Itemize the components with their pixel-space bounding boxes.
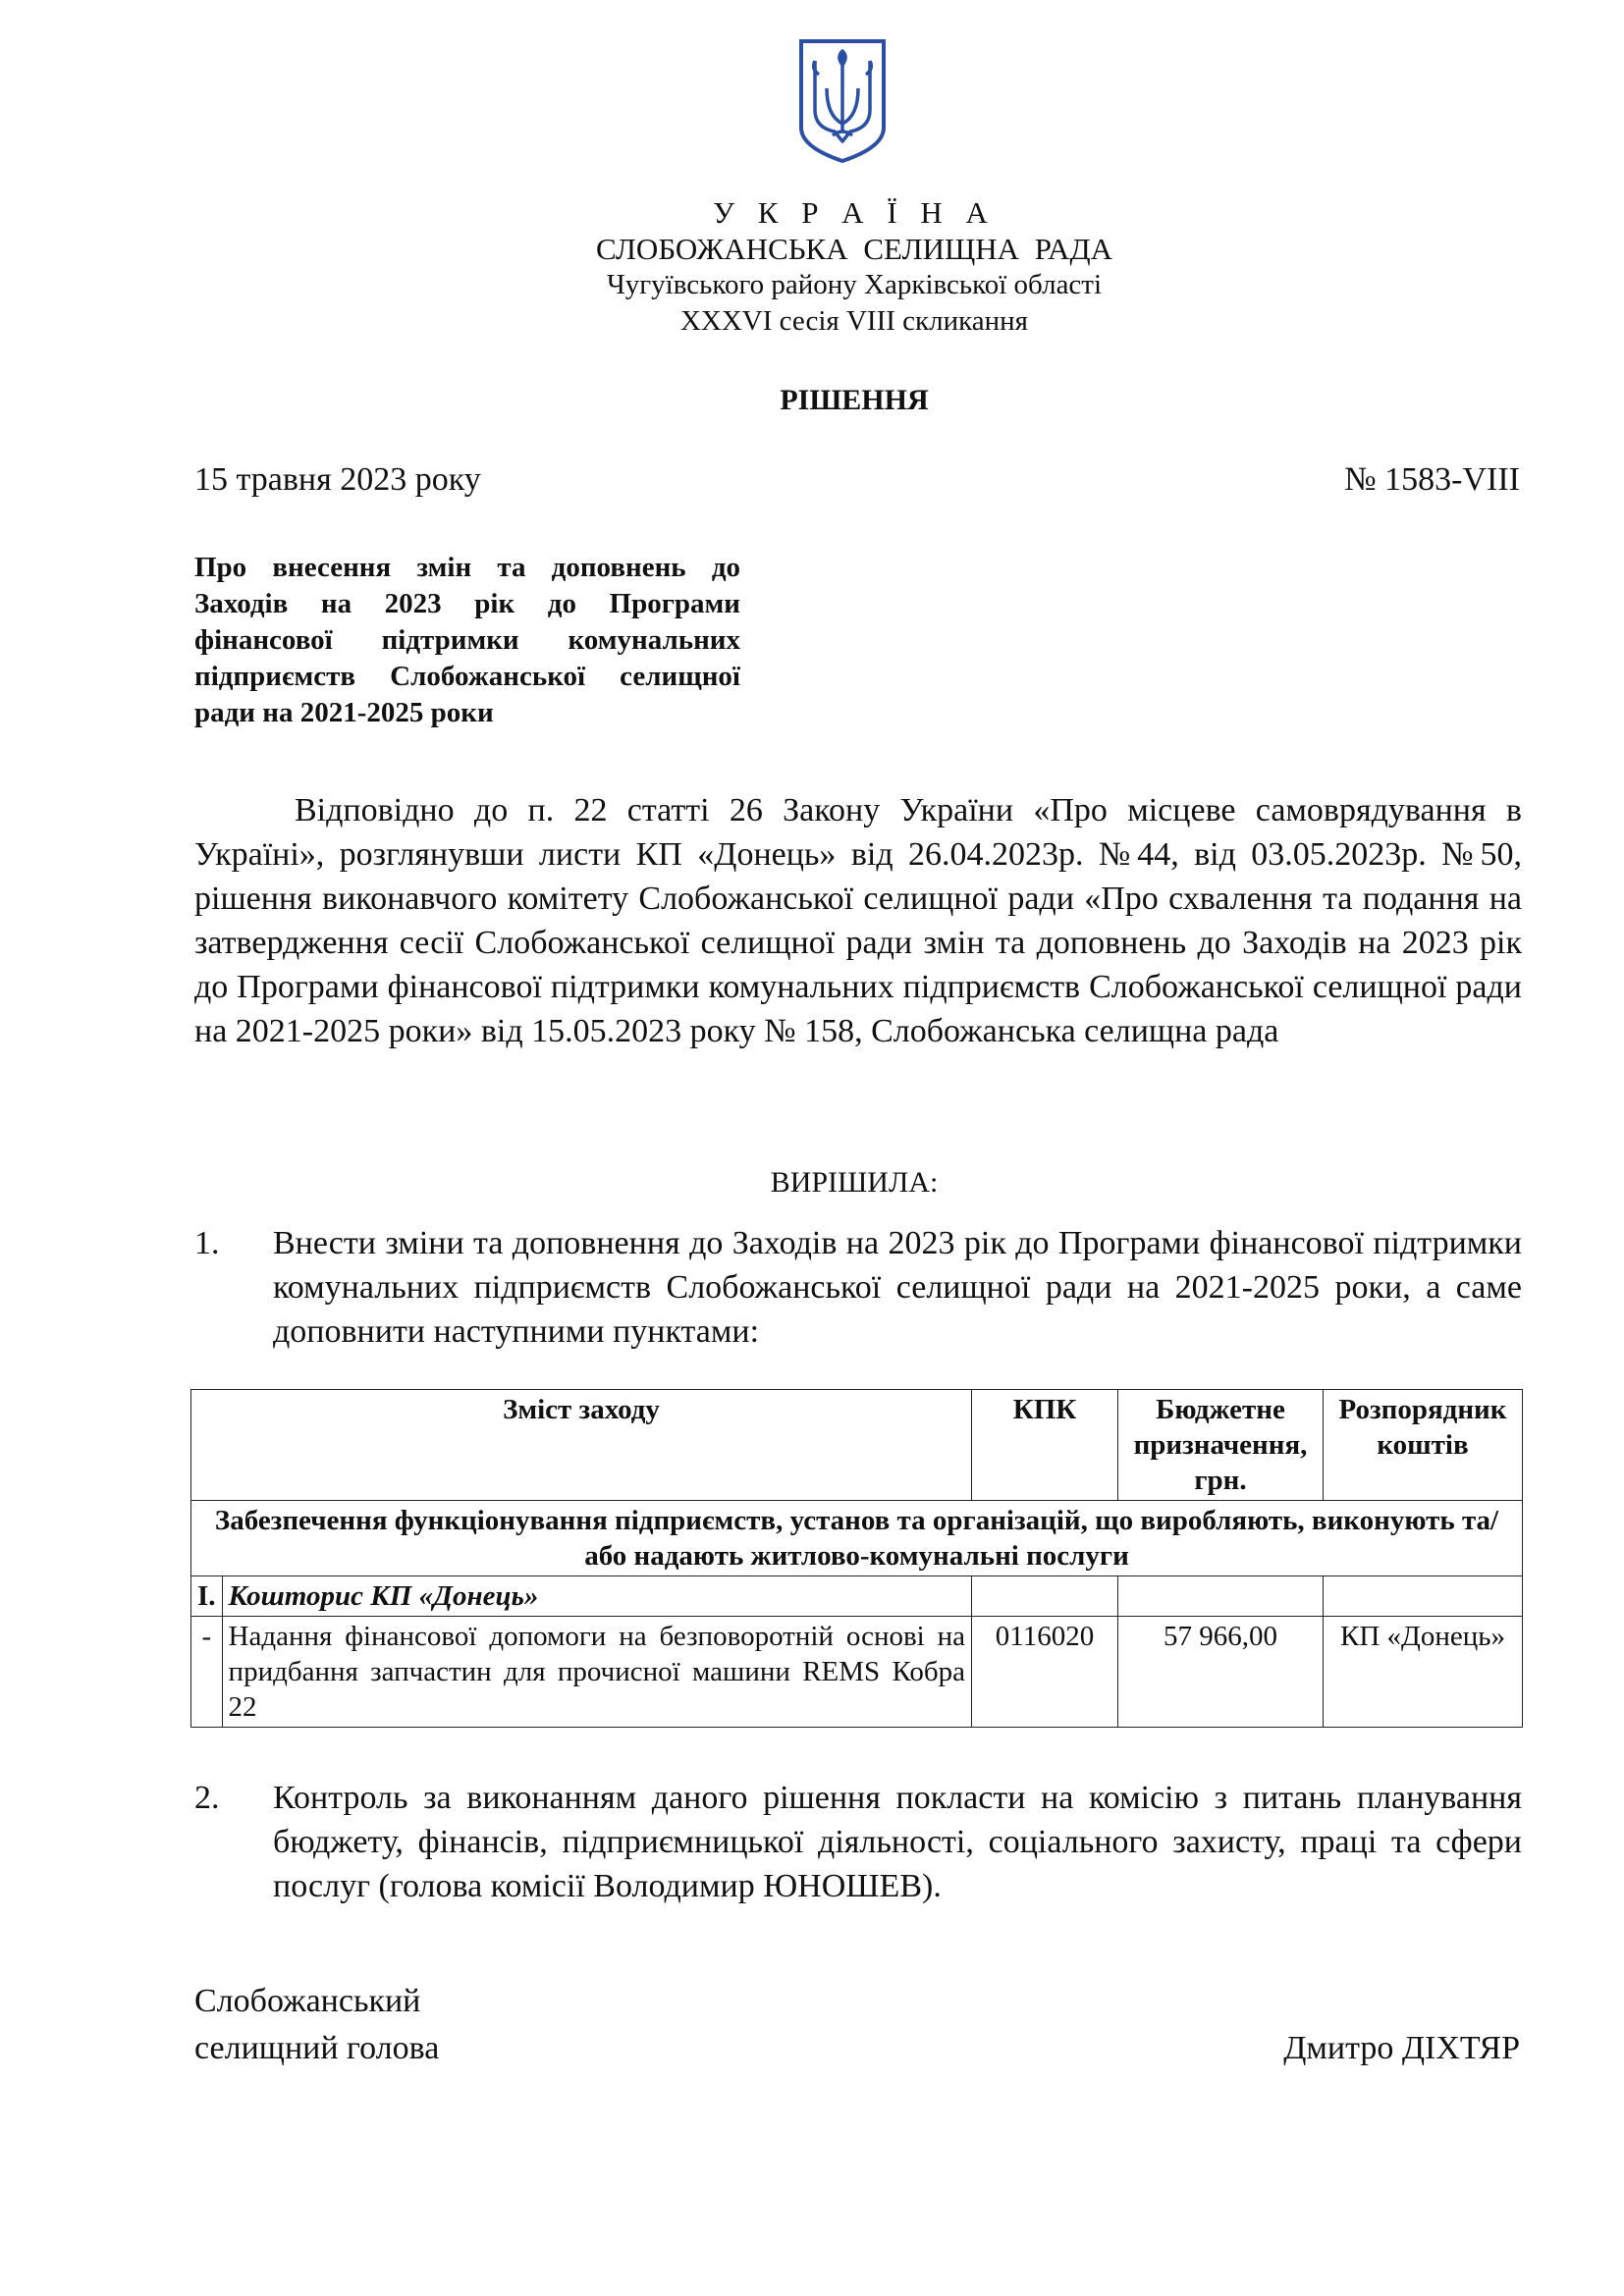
signatory-position bbox=[194, 1978, 439, 2072]
subsection-budget-empty bbox=[1118, 1576, 1324, 1617]
document-subject: Про внесення змін та доповнень до Заходів на 2023 рік до Програми фінансової підтримки комунальних підприємств Слобожанської селищної ради на 2021-2025 роки bbox=[194, 552, 740, 728]
resolved-heading: ВИРІШИЛА: bbox=[770, 1166, 939, 1199]
subsection-manager-empty bbox=[1324, 1576, 1523, 1617]
row-content: Надання фінансової допомоги на безповоротній основі на придбання запчастин для прочисної машини REMS Кобра 22 bbox=[222, 1617, 971, 1728]
council-name: СЛОБОЖАНСЬКА СЕЛИЩНА РАДА bbox=[596, 232, 1112, 266]
measures-table bbox=[190, 1389, 1523, 1728]
row-kpk: 0116020 bbox=[972, 1617, 1118, 1728]
row-budget: 57 966,00 bbox=[1118, 1617, 1324, 1728]
item-text: Внести зміни та доповнення до Заходів на 2023 рік до Програми фінансової підтримки комунальних підприємств Слобожанської селищної ради на 2021-2025 роки, а саме доповнити наступними пунктами: bbox=[273, 1225, 1522, 1350]
position-line-1: Слобожанський bbox=[194, 1983, 421, 2019]
header-content: Зміст заходу bbox=[191, 1390, 972, 1501]
row-manager: КП «Донець» bbox=[1324, 1617, 1523, 1728]
country-name: У К Р А Ї Н А bbox=[713, 195, 996, 230]
table-header-row bbox=[191, 1390, 1523, 1501]
table-section-row bbox=[191, 1501, 1523, 1576]
item-number: 1. bbox=[194, 1225, 220, 1261]
resolution-item-1 bbox=[194, 1221, 1522, 1354]
resolution-item-2 bbox=[194, 1776, 1522, 1908]
document-title: РІШЕННЯ bbox=[780, 384, 929, 416]
subsection-kpk-empty bbox=[972, 1576, 1118, 1617]
section-title: Забезпечення функціонування підприємств, установ та організацій, що виробляють, виконують та/або надають житлово-комунальні послуги bbox=[191, 1501, 1523, 1576]
table-subsection-row bbox=[191, 1576, 1523, 1617]
position-line-2: селищний голова bbox=[194, 2030, 440, 2066]
item-number: 2. bbox=[194, 1780, 220, 1816]
document-number: № 1583-VIII bbox=[1344, 461, 1520, 498]
signatory-name: Дмитро ДІХТЯР bbox=[1283, 2030, 1520, 2066]
document-header bbox=[0, 194, 1624, 340]
subsection-title: Кошторис КП «Донець» bbox=[222, 1576, 971, 1617]
item-text: Контроль за виконанням даного рішення покласти на комісію з питань планування бюджету, фінансів, підприємницької діяльності, соціального захисту, праці та сфери послуг (голова комісії Володимир ЮНОШЕВ). bbox=[273, 1780, 1522, 1904]
coat-of-arms-icon bbox=[797, 37, 888, 165]
session-name: XXXVI сесія VIII скликання bbox=[679, 305, 1029, 337]
table-row bbox=[191, 1617, 1523, 1728]
header-manager: Розпорядник коштів bbox=[1324, 1390, 1523, 1501]
subsection-index: I. bbox=[191, 1576, 223, 1617]
header-budget: Бюджетне призначення, грн. bbox=[1118, 1390, 1324, 1501]
row-index: - bbox=[191, 1617, 223, 1728]
preamble-paragraph: Відповідно до п. 22 статті 26 Закону України «Про місцеве самоврядування в Україні», розглянувши листи КП «Донець» від 26.04.2023р. №44, від 03.05.2023р. №50, рішення виконавчого комітету Слобожанської селищної ради «Про схвалення та подання на затвердження сесії Слобожанської селищної ради змін та доповнень до Заходів на 2023 рік до Програми фінансової підтримки комунальних підприємств Слобожанської селищної ради на 2021-2025 роки» від 15.05.2023 року № 158, Слобожанська селищна рада bbox=[194, 792, 1522, 1049]
header-kpk: КПК bbox=[972, 1390, 1118, 1501]
district-name: Чугуївського району Харківської області bbox=[606, 269, 1103, 300]
document-date: 15 травня 2023 року bbox=[194, 461, 481, 498]
